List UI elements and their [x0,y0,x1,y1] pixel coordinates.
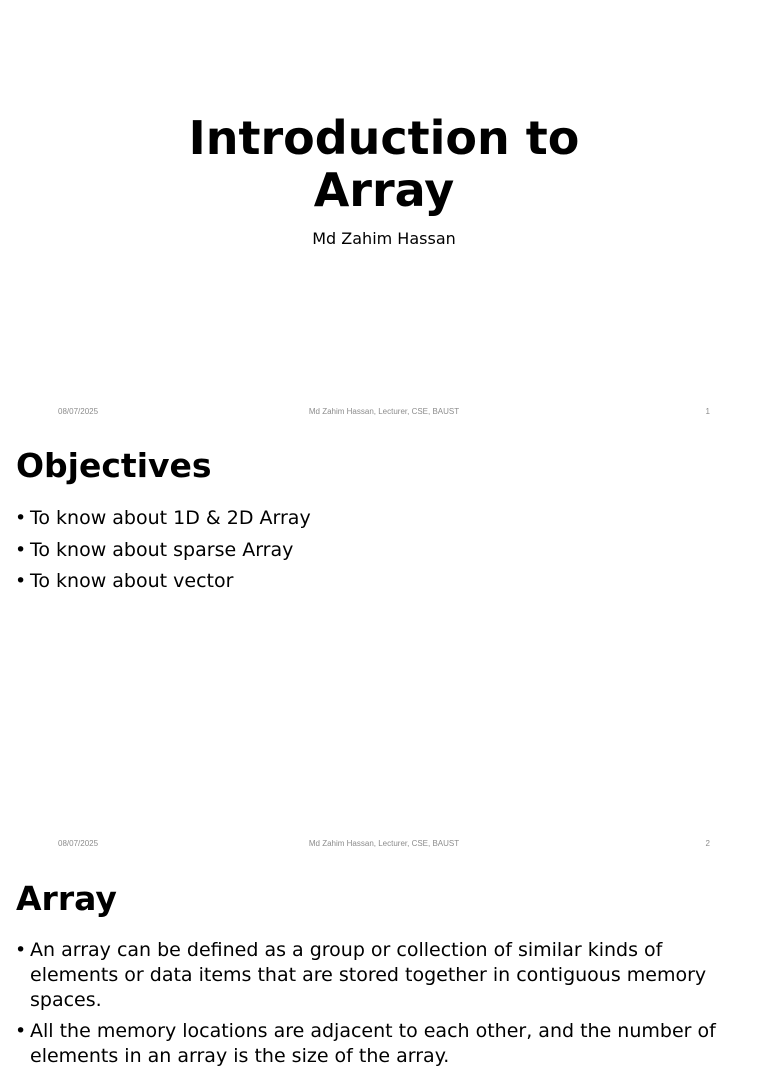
bullet-icon: • [15,570,27,592]
slide-2-objectives [0,432,768,864]
bullet-text: An array can be defined as a group or collection of similar kinds of elements or data items that are stored together in contiguous memory spaces. [30,939,707,1011]
footer-author-info: Md Zahim Hassan, Lecturer, CSE, BAUST [308,407,460,416]
slide-heading: Objectives [16,446,212,485]
bullet-list [15,938,750,1075]
footer-page-number: 1 [705,407,710,416]
slide-title-line-1: Introduction to [188,111,580,165]
slide-title [0,112,768,216]
bullet-item [15,1019,750,1069]
footer-author-info: Md Zahim Hassan, Lecturer, CSE, BAUST [308,839,460,848]
bullet-icon: • [15,939,27,961]
slide-1-title [0,0,768,432]
bullet-item [15,538,750,563]
bullet-item [15,938,750,1013]
bullet-item [15,506,750,531]
bullet-text: To know about 1D & 2D Array [30,507,311,529]
slide-heading: Array [16,879,117,918]
slide-3-array [0,864,768,1067]
bullet-text: To know about sparse Array [30,538,294,561]
slide-subtitle-author: Md Zahim Hassan [312,229,456,248]
bullet-list [15,506,750,601]
bullet-text: To know about vector [30,570,234,592]
footer-page-number: 2 [705,839,710,848]
bullet-icon: • [15,507,27,529]
slide-title-line-2: Array [313,163,455,217]
footer-date: 08/07/2025 [58,407,99,416]
bullet-icon: • [15,1020,27,1042]
bullet-text: All the memory locations are adjacent to each other, and the number of elements in an array is the size of the array. [30,1020,716,1067]
footer-date: 08/07/2025 [58,839,99,848]
bullet-item [15,569,750,594]
bullet-icon: • [15,538,27,561]
